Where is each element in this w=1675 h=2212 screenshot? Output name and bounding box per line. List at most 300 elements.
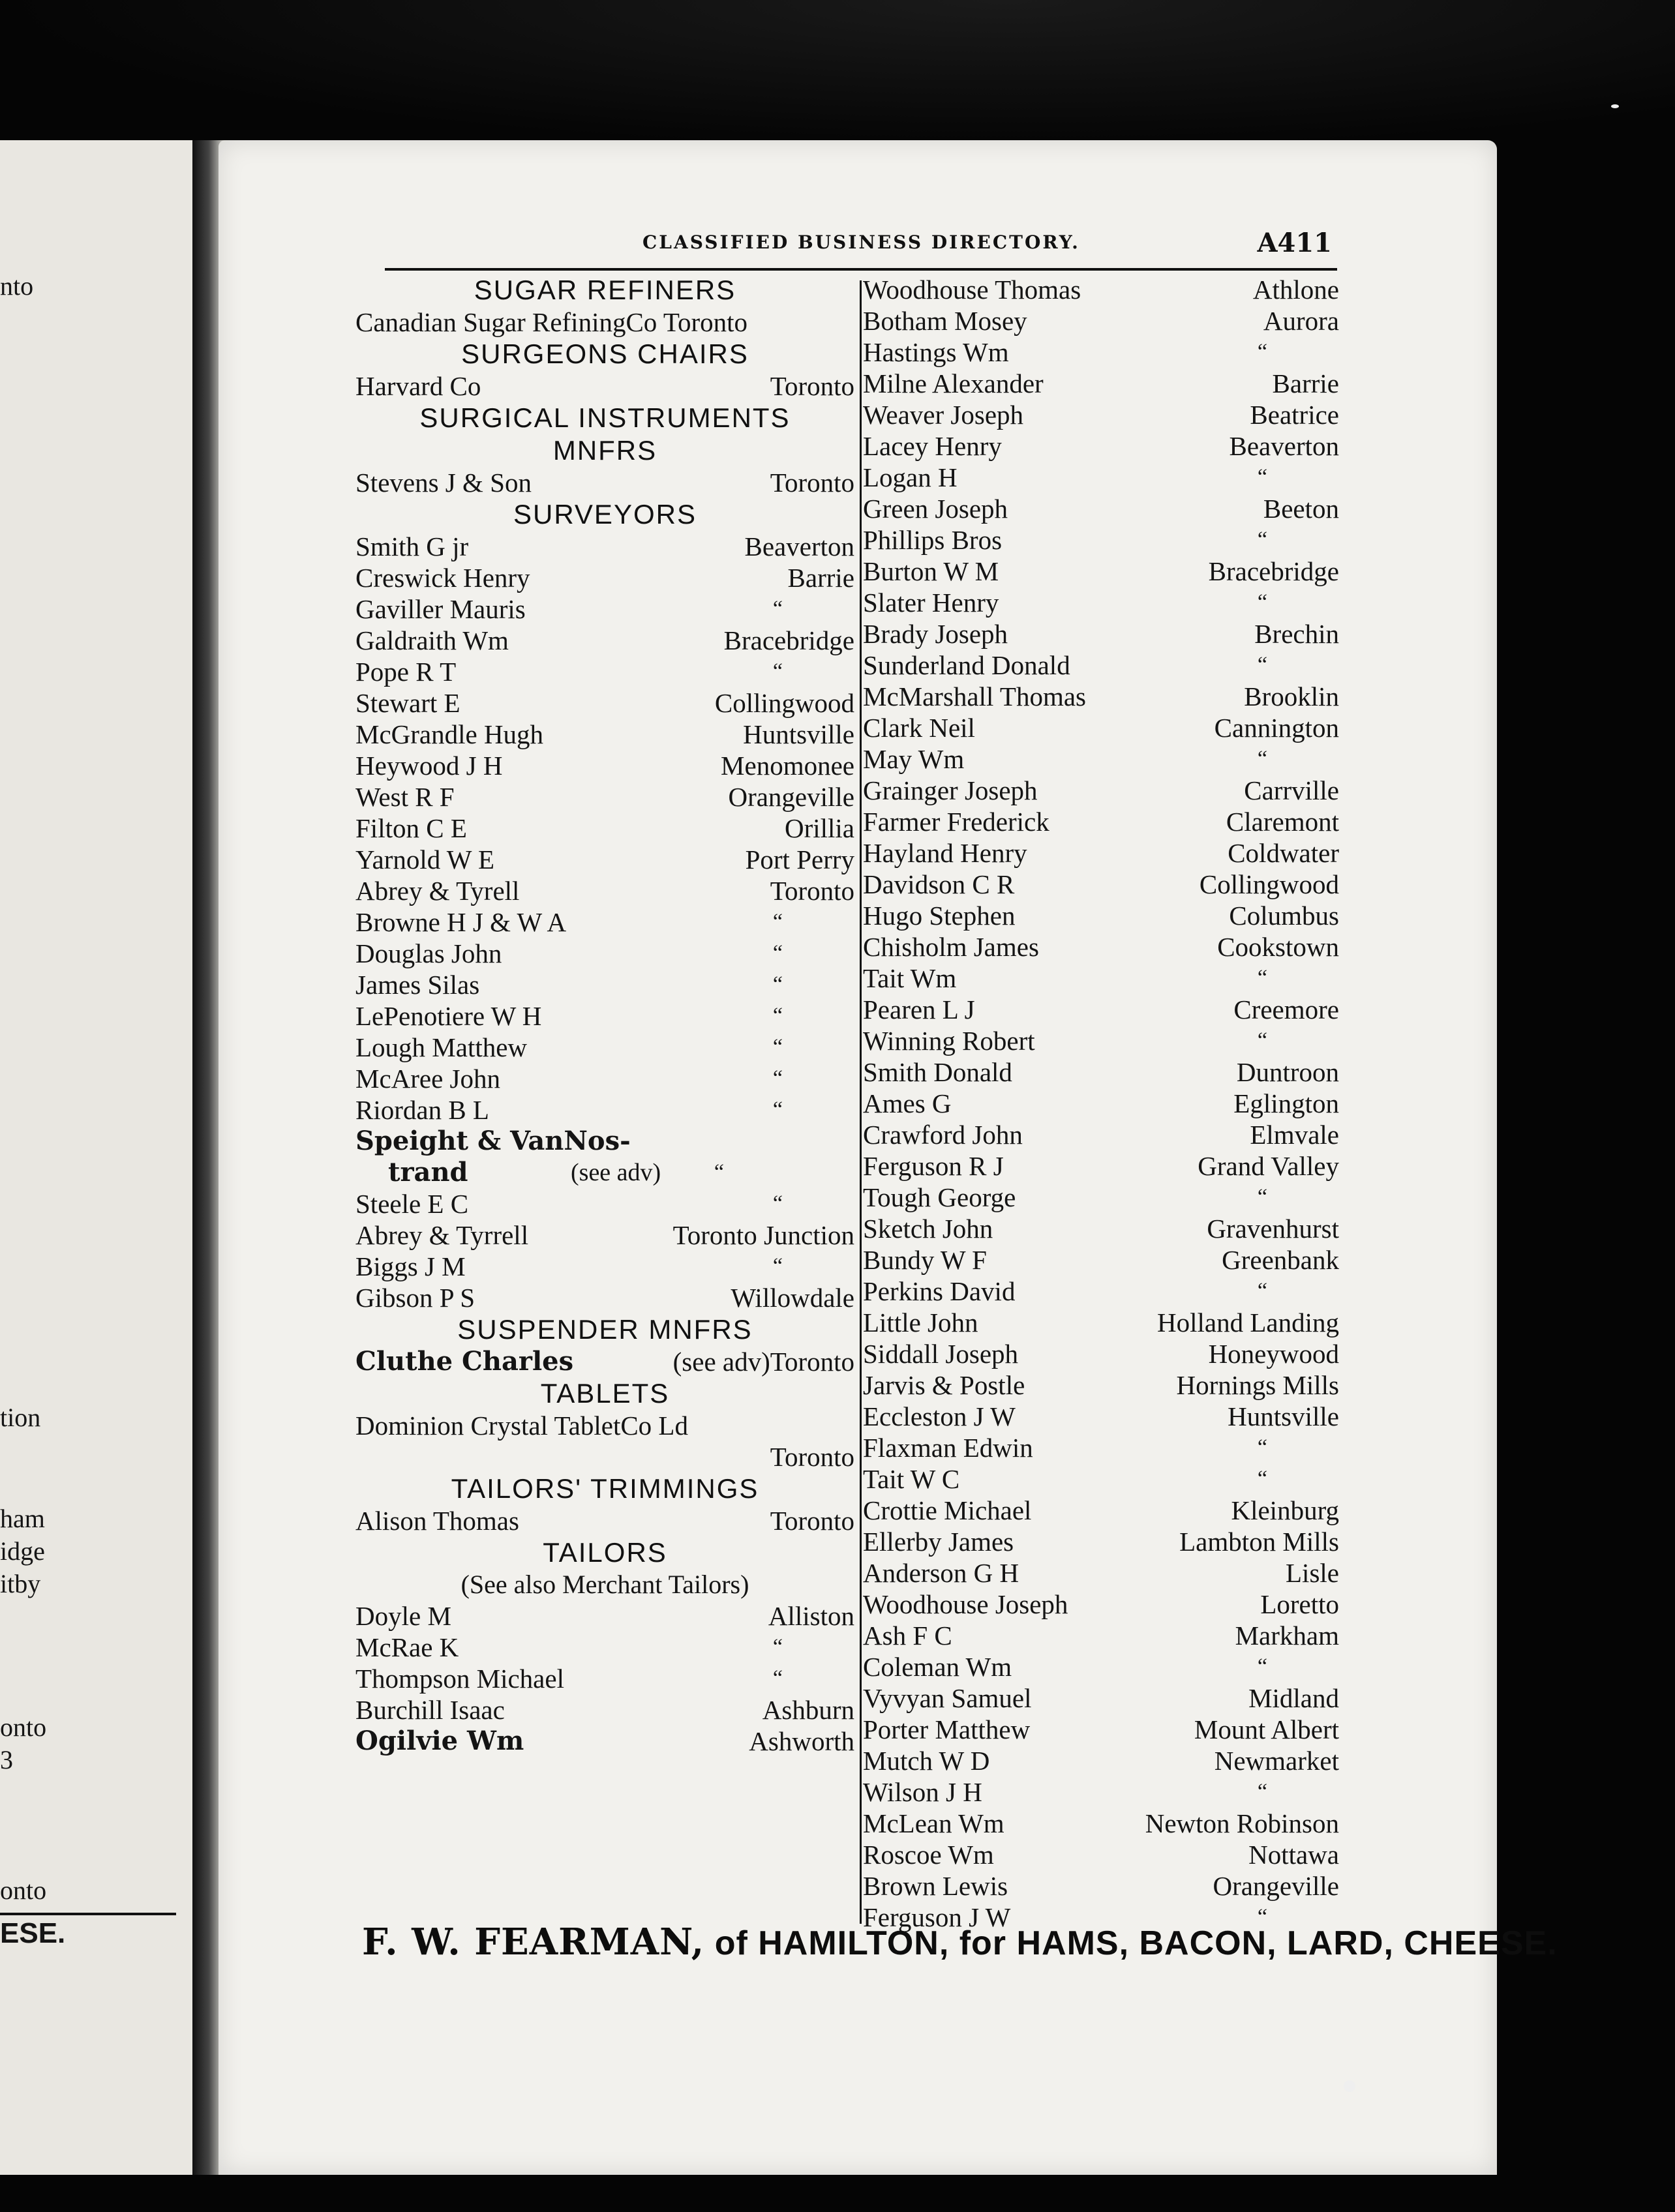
entry-location: Hornings Mills xyxy=(1176,1370,1339,1400)
entry-name: Ogilvie Wm xyxy=(355,1726,524,1756)
entry-name: Steele E C xyxy=(355,1189,469,1219)
entry-location: Bracebridge xyxy=(723,625,854,655)
entry-name: Flaxman Edwin xyxy=(863,1433,1033,1463)
entry-location: “ xyxy=(1257,340,1267,364)
entry-name: Coleman Wm xyxy=(863,1652,1012,1682)
section-heading: TABLETS xyxy=(540,1378,670,1409)
list-item xyxy=(355,1663,854,1694)
page-header xyxy=(385,228,1337,271)
list-item xyxy=(863,1401,1339,1432)
entry-name: Burton W M xyxy=(863,556,999,586)
entry-location: “ xyxy=(1257,966,1267,990)
list-item xyxy=(355,1726,854,1757)
entry-location: Beatrice xyxy=(1250,400,1339,430)
entry-name: Mutch W D xyxy=(863,1746,990,1776)
entry-name: Siddall Joseph xyxy=(863,1339,1019,1369)
entry-note: (see adv) xyxy=(571,1159,661,1186)
entry-location: “ xyxy=(772,1066,783,1090)
entry-name: Winning Robert xyxy=(863,1026,1035,1056)
list-item xyxy=(863,1432,1339,1463)
entry-location: Duntroon xyxy=(1236,1057,1339,1087)
section-heading: SUSPENDER MNFRS xyxy=(457,1314,753,1345)
list-item xyxy=(863,1589,1339,1620)
entry-location: “ xyxy=(772,1191,783,1216)
entry-name: Ferguson R J xyxy=(863,1151,1004,1181)
entry-location: Claremont xyxy=(1226,807,1339,837)
list-item xyxy=(355,306,854,338)
entry-location: Toronto xyxy=(770,1506,854,1536)
list-item xyxy=(863,994,1339,1025)
entry-location: Beaverton xyxy=(1229,431,1339,461)
list-item xyxy=(863,1808,1339,1839)
left-fragment: ham xyxy=(0,1504,45,1533)
entry-location: Willowdale xyxy=(731,1283,854,1313)
entry-location: Grand Valley xyxy=(1198,1151,1339,1181)
list-item xyxy=(863,1150,1339,1182)
entry-location: Lambton Mills xyxy=(1179,1527,1339,1557)
list-item xyxy=(863,650,1339,681)
list-item xyxy=(355,687,854,719)
entry-location: Bracebridge xyxy=(1208,556,1339,586)
entry-name: Browne H J & W A xyxy=(355,907,567,937)
list-item xyxy=(355,1157,854,1188)
list-item xyxy=(863,305,1339,336)
scan-speck xyxy=(1611,104,1619,108)
list-item xyxy=(863,900,1339,931)
entry-location: Coldwater xyxy=(1228,838,1339,868)
surveyors-list-continued xyxy=(355,1188,854,1313)
list-item xyxy=(863,931,1339,963)
list-item xyxy=(863,1557,1339,1589)
entry-location: Toronto xyxy=(770,1442,854,1472)
list-item xyxy=(355,467,854,498)
entry-name: Botham Mosey xyxy=(863,306,1027,336)
entry-location: Holland Landing xyxy=(1157,1308,1339,1338)
list-item xyxy=(863,743,1339,775)
entry-location: Brooklin xyxy=(1244,681,1339,711)
entry-location: Orangeville xyxy=(1213,1871,1339,1901)
section-heading: SURGICAL INSTRUMENTS xyxy=(419,402,791,433)
entry-location: “ xyxy=(772,910,783,934)
entry-name: Riordan B L xyxy=(355,1095,489,1125)
left-footer-fragment: ESE. xyxy=(0,1917,66,1949)
list-item xyxy=(863,1682,1339,1714)
entry-location: Toronto xyxy=(770,468,854,498)
list-item xyxy=(355,1188,854,1219)
entry-location: “ xyxy=(1257,1780,1267,1804)
entry-name: Jarvis & Postle xyxy=(863,1370,1025,1400)
entry-name: LePenotiere W H xyxy=(355,1001,542,1031)
entry-location: Kleinburg xyxy=(1231,1495,1339,1525)
list-item xyxy=(863,1369,1339,1401)
entry-note: (see adv)Toronto xyxy=(672,1347,854,1377)
entry-location: Toronto xyxy=(770,371,854,401)
list-item xyxy=(863,1839,1339,1870)
entry-location: “ xyxy=(1257,747,1267,771)
entry-location: Creemore xyxy=(1233,994,1339,1024)
entry-name: Wilson J H xyxy=(863,1777,982,1807)
entry-location: Cannington xyxy=(1214,713,1339,743)
entry-location: Brechin xyxy=(1254,619,1339,649)
list-item xyxy=(863,1307,1339,1338)
entry-location: “ xyxy=(1257,465,1267,489)
entry-location: Gravenhurst xyxy=(1207,1214,1339,1244)
entry-location: “ xyxy=(772,1004,783,1028)
entry-name: Galdraith Wm xyxy=(355,625,509,655)
list-item xyxy=(863,274,1339,305)
entry-name: Yarnold W E xyxy=(355,844,495,874)
list-item xyxy=(863,556,1339,587)
list-item xyxy=(863,462,1339,493)
list-item xyxy=(355,938,854,969)
entry-location: “ xyxy=(1257,1435,1267,1459)
entry-location: Port Perry xyxy=(745,844,854,874)
entry-location: “ xyxy=(772,1635,783,1659)
left-fragment: tion xyxy=(0,1403,41,1432)
list-item xyxy=(355,1094,854,1126)
entry-name: Eccleston J W xyxy=(863,1401,1016,1431)
list-item xyxy=(355,844,854,875)
list-item xyxy=(863,336,1339,368)
entry-name: Speight & VanNos- xyxy=(355,1126,631,1156)
entry-name: McGrandle Hugh xyxy=(355,719,544,749)
entry-location: “ xyxy=(1257,1905,1267,1929)
entry-location: Beaverton xyxy=(744,531,854,561)
entry-location: Barrie xyxy=(1272,368,1339,398)
list-item xyxy=(355,370,854,402)
right-column xyxy=(863,274,1339,1933)
entry-location: Mount Albert xyxy=(1194,1714,1339,1744)
list-item xyxy=(863,712,1339,743)
entry-name: Little John xyxy=(863,1308,978,1338)
entry-name: Crottie Michael xyxy=(863,1495,1032,1525)
entry-name: Hugo Stephen xyxy=(863,901,1016,931)
list-item xyxy=(355,781,854,813)
entry-name: Ellerby James xyxy=(863,1527,1014,1557)
entry-location: “ xyxy=(772,1666,783,1690)
list-item xyxy=(355,562,854,593)
entry-location: Eglington xyxy=(1233,1088,1339,1118)
left-fragment: idge xyxy=(0,1536,45,1566)
list-item xyxy=(355,1600,854,1632)
list-item xyxy=(863,368,1339,399)
entry-name: Lacey Henry xyxy=(863,431,1002,461)
entry-name: James Silas xyxy=(355,970,480,1000)
list-item xyxy=(355,593,854,625)
entry-name: Gaviller Mauris xyxy=(355,594,526,624)
list-item xyxy=(863,524,1339,556)
entry-name: Stewart E xyxy=(355,688,460,718)
list-item xyxy=(863,1244,1339,1276)
list-item xyxy=(863,587,1339,618)
entry-name: Bundy W F xyxy=(863,1245,987,1275)
entry-location: “ xyxy=(1257,1185,1267,1209)
entry-name: Heywood J H xyxy=(355,751,503,781)
section-heading: SURVEYORS xyxy=(513,499,697,530)
entry-location: Newmarket xyxy=(1214,1746,1339,1776)
entry-location: “ xyxy=(1257,528,1267,552)
list-item xyxy=(355,1219,854,1251)
entry-name: Gibson P S xyxy=(355,1283,475,1313)
entry-name: Porter Matthew xyxy=(863,1714,1031,1744)
entry-name: Biggs J M xyxy=(355,1251,466,1281)
entry-location: “ xyxy=(1257,1467,1267,1491)
list-item xyxy=(355,1251,854,1282)
list-item xyxy=(863,1119,1339,1150)
list-item xyxy=(863,837,1339,869)
list-item xyxy=(355,750,854,781)
entry-name: Dominion Crystal TabletCo Ld xyxy=(355,1411,688,1441)
entry-location: Columbus xyxy=(1229,901,1339,931)
list-item xyxy=(863,1776,1339,1808)
entry-name: Woodhouse Joseph xyxy=(863,1589,1068,1619)
section-heading: TAILORS' TRIMMINGS xyxy=(451,1473,759,1504)
surveyors-list xyxy=(355,531,854,1126)
list-item xyxy=(355,531,854,562)
entry-name: Brown Lewis xyxy=(863,1871,1008,1901)
footer-name: F. W. FEARMAN, xyxy=(362,1921,705,1964)
entry-name: Brady Joseph xyxy=(863,619,1008,649)
entry-name: Doyle M xyxy=(355,1601,451,1631)
entry-name: Milne Alexander xyxy=(863,368,1044,398)
list-item xyxy=(863,1651,1339,1682)
entry-location: “ xyxy=(772,1035,783,1059)
list-item xyxy=(355,1126,854,1157)
entry-location: Nottawa xyxy=(1248,1840,1339,1870)
list-item xyxy=(863,1870,1339,1902)
footer-advertisement xyxy=(362,1921,1558,1973)
entry-location: Orillia xyxy=(784,813,854,843)
entry-name: Woodhouse Thomas xyxy=(863,275,1081,305)
list-item xyxy=(863,493,1339,524)
entry-location: Aurora xyxy=(1263,306,1339,336)
entry-name: Pope R T xyxy=(355,657,457,687)
entry-name: Filton C E xyxy=(355,813,467,843)
entry-location: Elmvale xyxy=(1250,1120,1339,1150)
entry-location: Ashworth xyxy=(749,1726,854,1756)
entry-location: Athlone xyxy=(1252,275,1339,305)
list-item xyxy=(863,681,1339,712)
entry-name: McMarshall Thomas xyxy=(863,681,1086,711)
entry-name: Perkins David xyxy=(863,1276,1016,1306)
entry-name: Lough Matthew xyxy=(355,1032,528,1062)
list-item xyxy=(863,1495,1339,1526)
list-item xyxy=(863,1338,1339,1369)
entry-location: Toronto Junction xyxy=(672,1220,854,1250)
entry-location: Beeton xyxy=(1263,494,1339,524)
list-item xyxy=(863,1745,1339,1776)
left-facing-page xyxy=(0,140,196,2175)
entry-location: Huntsville xyxy=(743,719,854,749)
entry-location: “ xyxy=(772,972,783,996)
entry-location: “ xyxy=(772,597,783,621)
entry-location: Toronto xyxy=(770,876,854,906)
entry-location: Menomonee xyxy=(721,751,854,781)
entry-name: McLean Wm xyxy=(863,1808,1004,1838)
entry-name: McRae K xyxy=(355,1632,459,1662)
list-item xyxy=(355,1505,854,1536)
entry-location: “ xyxy=(772,1254,783,1278)
list-item xyxy=(863,963,1339,994)
entry-location: Honeywood xyxy=(1208,1339,1339,1369)
entry-location: Loretto xyxy=(1260,1589,1339,1619)
entry-location: Barrie xyxy=(787,563,854,593)
entry-location: Orangeville xyxy=(728,782,854,812)
list-item xyxy=(863,1088,1339,1119)
section-subheading: (See also Merchant Tailors) xyxy=(460,1570,749,1599)
list-item xyxy=(863,618,1339,650)
entry-location: “ xyxy=(1257,653,1267,677)
section-heading: TAILORS xyxy=(543,1537,667,1568)
list-item xyxy=(355,906,854,938)
entry-name: Hastings Wm xyxy=(863,337,1009,367)
entry-name: Abrey & Tyrell xyxy=(355,876,520,906)
entry-location: Cookstown xyxy=(1217,932,1339,962)
list-item xyxy=(355,1000,854,1032)
entry-name: Hayland Henry xyxy=(863,838,1027,868)
scan-background xyxy=(0,0,1675,150)
list-item xyxy=(355,1694,854,1726)
entry-name: Smith Donald xyxy=(863,1057,1012,1087)
list-item xyxy=(355,1410,854,1441)
entry-name: Harvard Co xyxy=(355,371,481,401)
list-item xyxy=(863,1276,1339,1307)
entry-location: Midland xyxy=(1248,1683,1339,1713)
entry-name: Davidson C R xyxy=(863,869,1015,899)
entry-location: Greenbank xyxy=(1222,1245,1339,1275)
entry-name: Smith G jr xyxy=(355,531,469,561)
list-item xyxy=(355,1032,854,1063)
entry-name: Ferguson J W xyxy=(863,1902,1011,1932)
entry-location: Ashburn xyxy=(762,1695,854,1725)
entry-name: Canadian Sugar RefiningCo Toronto xyxy=(355,307,748,337)
entry-location: “ xyxy=(1257,1654,1267,1679)
left-rule xyxy=(0,1913,176,1915)
entry-name: Stevens J & Son xyxy=(355,468,532,498)
list-item xyxy=(863,1182,1339,1213)
entry-location: Alliston xyxy=(768,1601,854,1631)
entry-name: Pearen L J xyxy=(863,994,975,1024)
left-fragment: itby xyxy=(0,1569,41,1598)
section-heading: SURGEONS CHAIRS xyxy=(461,338,749,369)
list-item xyxy=(863,1056,1339,1088)
entry-name: Sunderland Donald xyxy=(863,650,1070,680)
list-item xyxy=(863,1620,1339,1651)
list-item xyxy=(863,806,1339,837)
list-item xyxy=(863,869,1339,900)
entry-name: Thompson Michael xyxy=(355,1664,564,1694)
entry-location: Lisle xyxy=(1286,1558,1339,1588)
entry-name: Clark Neil xyxy=(863,713,975,743)
list-item xyxy=(863,1213,1339,1244)
entry-name: West R F xyxy=(355,782,455,812)
list-item xyxy=(355,1282,854,1313)
footer-text: of HAMILTON, for HAMS, BACON, LARD, CHEESE. xyxy=(714,1924,1558,1962)
tailors-list xyxy=(355,1600,854,1726)
list-item xyxy=(355,625,854,656)
entry-name: Logan H xyxy=(863,462,958,492)
entry-location: “ xyxy=(1257,590,1267,614)
entry-name: Creswick Henry xyxy=(355,563,530,593)
entry-name: Tait W C xyxy=(863,1464,960,1494)
entry-location: Collingwood xyxy=(714,688,854,718)
entry-name: trand xyxy=(388,1157,468,1188)
list-item xyxy=(863,430,1339,462)
entry-location: Markham xyxy=(1235,1621,1339,1651)
page-number: A411 xyxy=(1257,228,1332,258)
entry-name: Douglas John xyxy=(355,938,502,968)
entry-name: Crawford John xyxy=(863,1120,1023,1150)
entry-name: Abrey & Tyrrell xyxy=(355,1220,529,1250)
list-item xyxy=(863,1714,1339,1745)
left-fragment: nto xyxy=(0,271,34,301)
list-item xyxy=(355,875,854,906)
entry-location: “ xyxy=(1257,1279,1267,1303)
entry-name: Farmer Frederick xyxy=(863,807,1049,837)
entry-name: Anderson G H xyxy=(863,1558,1019,1588)
list-item xyxy=(355,1063,854,1094)
entry-name: Ash F C xyxy=(863,1621,952,1651)
entry-name: Chisholm James xyxy=(863,932,1039,962)
entry-location: Collingwood xyxy=(1199,869,1339,899)
section-heading: MNFRS xyxy=(552,435,657,466)
list-item xyxy=(355,969,854,1000)
list-item xyxy=(355,719,854,750)
list-item xyxy=(355,1632,854,1663)
entry-name: Alison Thomas xyxy=(355,1506,519,1536)
entry-name: Tough George xyxy=(863,1182,1016,1212)
list-item xyxy=(355,813,854,844)
entry-location: “ xyxy=(772,1098,783,1122)
left-fragment: onto xyxy=(0,1712,47,1742)
entry-name: Grainger Joseph xyxy=(863,775,1038,805)
entry-location: “ xyxy=(772,941,783,965)
entry-name: Ames G xyxy=(863,1088,952,1118)
list-item xyxy=(355,1346,854,1377)
entry-name: Green Joseph xyxy=(863,494,1008,524)
left-fragment: onto xyxy=(0,1876,47,1905)
entry-location: “ xyxy=(714,1160,724,1184)
list-item xyxy=(863,775,1339,806)
list-item xyxy=(355,656,854,687)
left-column xyxy=(355,274,854,1757)
section-heading: SUGAR REFINERS xyxy=(474,275,736,305)
entry-name: May Wm xyxy=(863,744,965,774)
entry-name: Slater Henry xyxy=(863,588,999,618)
entry-name: Sketch John xyxy=(863,1214,993,1244)
list-item xyxy=(863,1463,1339,1495)
entry-name: McAree John xyxy=(355,1064,501,1094)
scan-speck xyxy=(1344,2080,1355,2092)
entry-location: “ xyxy=(772,659,783,683)
page-title: CLASSIFIED BUSINESS DIRECTORY. xyxy=(642,232,1080,253)
column-divider xyxy=(860,280,862,1924)
entry-name: Vyvyan Samuel xyxy=(863,1683,1032,1713)
entry-name: Burchill Isaac xyxy=(355,1695,505,1725)
list-item xyxy=(863,1025,1339,1056)
entry-location: Huntsville xyxy=(1228,1401,1339,1431)
entry-name: Phillips Bros xyxy=(863,525,1003,555)
list-item xyxy=(355,1441,854,1472)
left-fragment: 3 xyxy=(0,1745,13,1774)
entry-name: Weaver Joseph xyxy=(863,400,1024,430)
entry-name: Tait Wm xyxy=(863,963,957,993)
entry-name: Cluthe Charles xyxy=(355,1346,574,1377)
entry-location: “ xyxy=(1257,1028,1267,1053)
entry-name: Roscoe Wm xyxy=(863,1840,994,1870)
entry-location: Newton Robinson xyxy=(1145,1808,1339,1838)
entry-location: Carrville xyxy=(1244,775,1339,805)
